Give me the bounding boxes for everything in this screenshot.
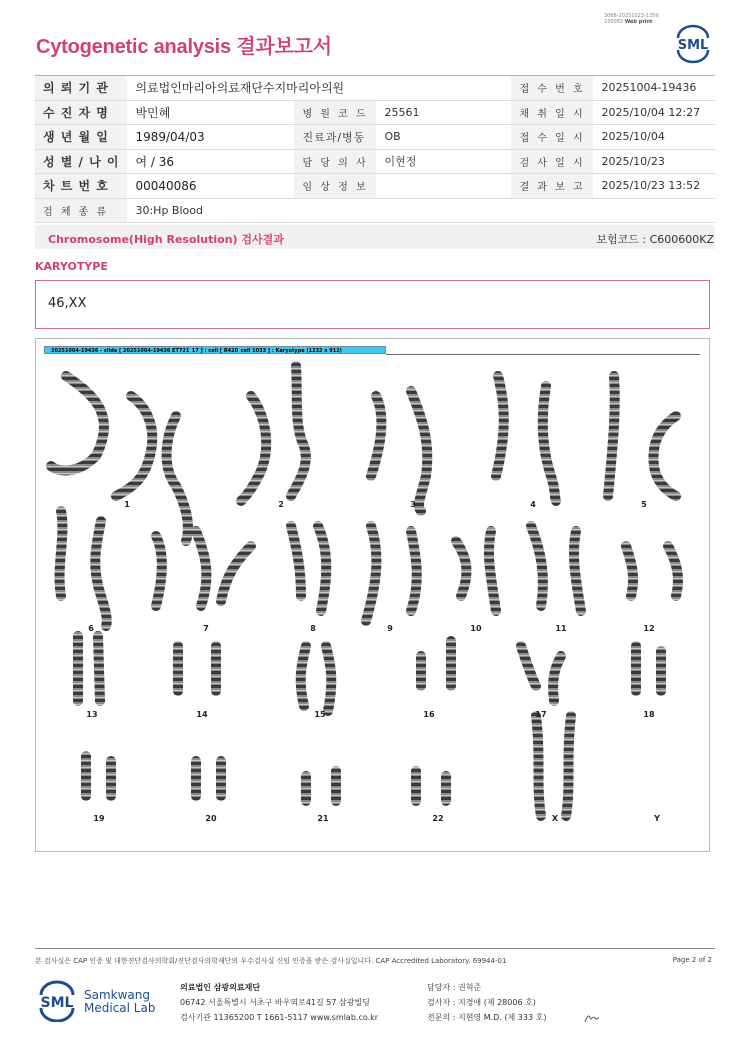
org-name: 의료법인 삼광의료재단 — [180, 983, 261, 992]
value-receipt-date: 2025/10/04 — [593, 125, 715, 150]
staff-list — [427, 980, 546, 1025]
page-number: Page 2 of 2 — [672, 956, 712, 964]
sml-logo-icon — [36, 980, 78, 1022]
value-specimen-type: 30:Hp Blood — [127, 198, 715, 223]
chromosome-label: 22 — [432, 814, 444, 823]
svg-text:SML: SML — [40, 995, 74, 1011]
chromosome-label: 9 — [387, 624, 393, 633]
chromosome-label: 5 — [641, 500, 647, 509]
chromosome-label: 21 — [317, 814, 329, 823]
staff-in-charge: 담당자 : 권혁준 — [427, 983, 482, 992]
chromosome-label: 1 — [124, 500, 130, 509]
chromosome-label: 3 — [410, 500, 416, 509]
label-specimen-type: 검 체 종 류 — [35, 198, 127, 223]
print-code: 3068-20251023-1359 — [604, 13, 659, 19]
label-physician: 담 당 의 사 — [294, 149, 376, 174]
label-requesting-org: 의 뢰 기 관 — [35, 76, 127, 101]
chromosome-label: 14 — [196, 710, 208, 719]
table-row — [35, 198, 715, 223]
value-chart-number: 00040086 — [127, 174, 294, 199]
value-requesting-org: 의료법인마리아의료재단수지마리아의원 — [127, 76, 511, 101]
chromosome-label: 16 — [423, 710, 435, 719]
chromosome-label: X — [551, 814, 559, 823]
staff-specialist: 전문의 : 지현영 M.D. (제 333 호) — [427, 1013, 547, 1022]
contact-info: 검사기관 11365200 T 1661-5117 www.smlab.co.kr — [180, 1013, 379, 1022]
print-info — [604, 13, 659, 25]
label-collection-time: 채 취 일 시 — [511, 100, 593, 125]
chromosome-label: 11 — [555, 624, 567, 633]
chromosome-label: 15 — [314, 710, 326, 719]
value-receipt-number: 20251004-19436 — [593, 76, 715, 101]
label-receipt-date: 접 수 일 시 — [511, 125, 593, 150]
staff-tester: 검사자 : 지경애 (제 28006 호) — [427, 998, 536, 1007]
chromosome-label: Y — [654, 814, 660, 823]
value-patient-name: 박민혜 — [127, 100, 294, 125]
chromosome-label: 6 — [88, 624, 94, 633]
label-hospital-code: 병 원 코 드 — [294, 100, 376, 125]
insurance-code: 보험코드 : C600600KZ — [596, 233, 714, 246]
chromosome-label: 20 — [205, 814, 217, 823]
table-row — [35, 149, 715, 174]
chromosome-label: 10 — [470, 624, 482, 633]
label-chart-number: 차 트 번 호 — [35, 174, 127, 199]
label-patient-name: 수 진 자 명 — [35, 100, 127, 125]
address: 06742 서울특별시 서초구 바우뫼로41길 57 삼광빌딩 — [180, 998, 370, 1007]
karyotype-image-header: 20251004-19436 - slide [ 20251004-19436 ET721_17 ] : cell [ R420_cell 1033 ] : Karyotype (1232 x 912) — [44, 346, 386, 354]
label-department: 진료과/병동 — [294, 125, 376, 150]
signature-icon — [583, 1012, 601, 1024]
chromosome-label: 7 — [203, 624, 209, 633]
label-birth-date: 생 년 월 일 — [35, 125, 127, 150]
accreditation-note: 본 검사실은 CAP 인증 및 대한진단검사의학회/진단검사의학재단의 우수검사실 신임 인증을 받은 검사실입니다. CAP Accredited Laboratory. 69944-01 — [35, 957, 507, 965]
karyotype-result-box — [35, 280, 710, 329]
section-title: Chromosome(High Resolution) 검사결과 — [48, 233, 284, 246]
label-clinical-info: 임 상 정 보 — [294, 174, 376, 199]
value-physician: 이현정 — [376, 149, 511, 174]
chromosome-label: 4 — [530, 500, 536, 509]
chromosome-drawings — [51, 366, 678, 816]
value-result-report: 2025/10/23 13:52 — [593, 174, 715, 199]
chromosome-label: 12 — [643, 624, 655, 633]
table-row — [35, 76, 715, 101]
karyogram-image — [36, 356, 707, 846]
value-department: OB — [376, 125, 511, 150]
chromosome-label: 8 — [310, 624, 316, 633]
label-receipt-number: 접 수 번 호 — [511, 76, 593, 101]
footer-divider — [35, 948, 715, 949]
value-birth-date: 1989/04/03 — [127, 125, 294, 150]
label-sex-age: 성 별 / 나 이 — [35, 149, 127, 174]
chromosome-label: 2 — [278, 500, 284, 509]
sml-logo-icon — [672, 24, 714, 64]
lab-address — [180, 980, 378, 1025]
value-hospital-code: 25561 — [376, 100, 511, 125]
value-test-date: 2025/10/23 — [593, 149, 715, 174]
print-code-2: 230083 Web print — [604, 19, 653, 25]
value-clinical-info — [376, 174, 511, 199]
table-row — [35, 100, 715, 125]
label-result-report: 결 과 보 고 — [511, 174, 593, 199]
image-header-line — [386, 354, 700, 355]
chromosome-label: 18 — [643, 710, 655, 719]
chromosome-label: 17 — [535, 710, 547, 719]
karyotype-result: 46,XX — [48, 296, 87, 311]
patient-info-table — [35, 75, 715, 223]
karyotype-label: KARYOTYPE — [35, 260, 108, 273]
label-test-date: 검 사 일 시 — [511, 149, 593, 174]
value-collection-time: 2025/10/04 12:27 — [593, 100, 715, 125]
table-row — [35, 174, 715, 199]
table-row — [35, 125, 715, 150]
value-sex-age: 여 / 36 — [127, 149, 294, 174]
brand-name: Samkwang Medical Lab — [84, 988, 156, 1015]
chromosome-label: 13 — [86, 710, 98, 719]
chromosome-label: 19 — [93, 814, 105, 823]
report-title: Cytogenetic analysis 결과보고서 — [36, 36, 332, 58]
svg-text:SML: SML — [677, 38, 709, 53]
